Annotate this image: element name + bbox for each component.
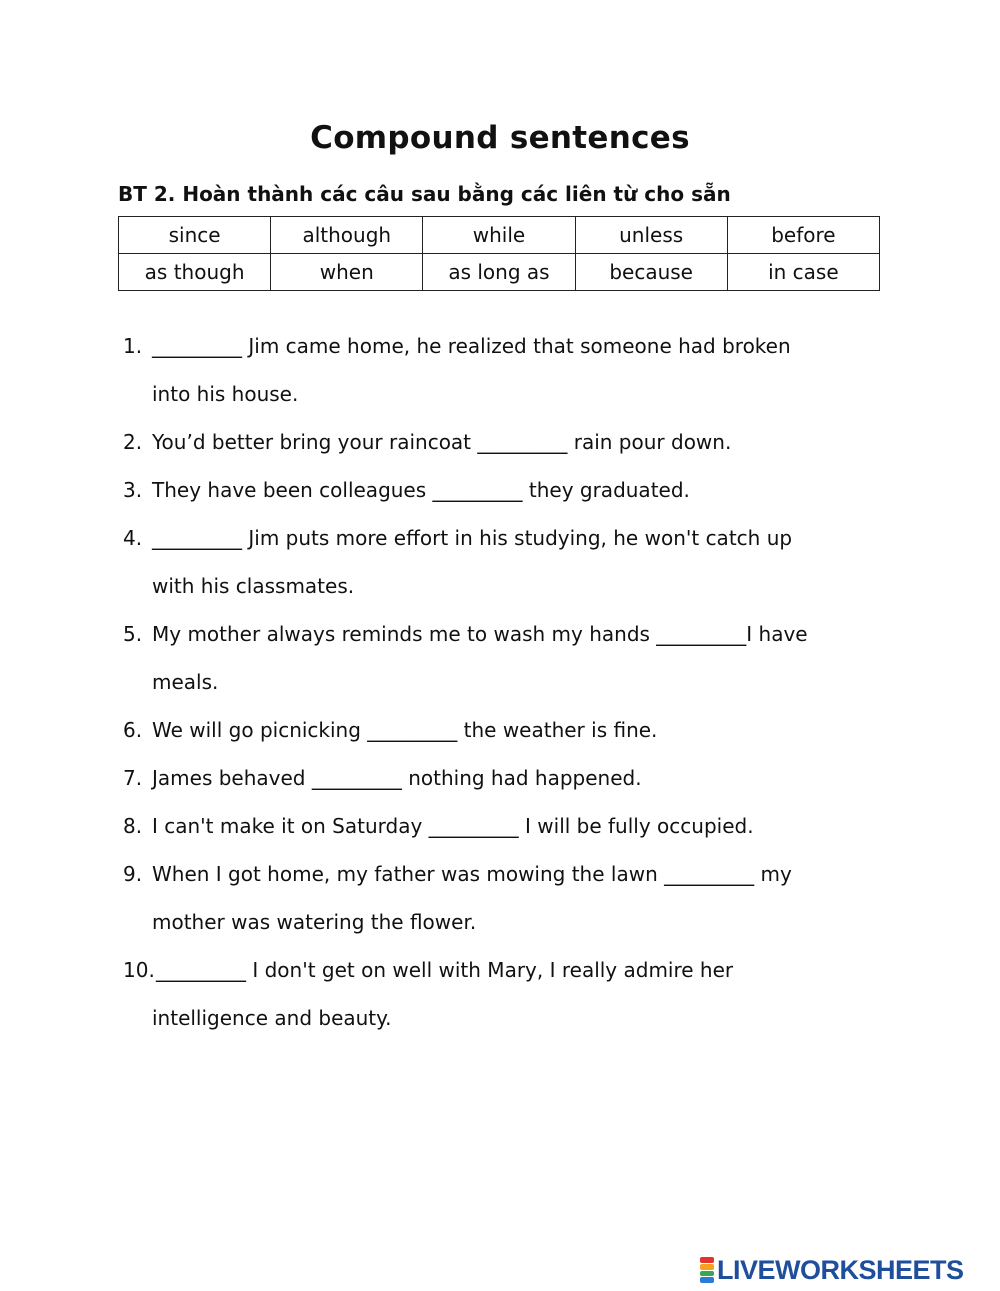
question-item (118, 466, 898, 514)
question-text: into his house. (152, 382, 299, 406)
logo-text: LIVEWORKSHEETS (717, 1254, 964, 1285)
question-number: 1. (123, 334, 143, 358)
liveworksheets-logo[interactable] (700, 1256, 990, 1284)
word-bank-cell: while (423, 217, 575, 254)
word-bank-cell: because (575, 254, 727, 291)
question-list (118, 322, 898, 1042)
word-bank-cell: although (271, 217, 423, 254)
word-bank-table (118, 216, 880, 291)
word-bank-cell: as long as (423, 254, 575, 291)
question-text: James behaved _________ nothing had happened. (152, 766, 642, 790)
question-number: 6. (123, 718, 143, 742)
question-number: 3. (123, 478, 143, 502)
question-text: My mother always reminds me to wash my hands _________I have (152, 622, 808, 646)
word-bank-cell: when (271, 254, 423, 291)
word-bank-cell: unless (575, 217, 727, 254)
page-title: Compound sentences (310, 120, 690, 156)
question-text: They have been colleagues _________ they graduated. (152, 478, 690, 502)
question-item (118, 706, 898, 754)
question-number: 9. (123, 862, 143, 886)
question-number: 7. (123, 766, 143, 790)
word-bank-cell: as though (119, 254, 271, 291)
instruction: BT 2. Hoàn thành các câu sau bằng các liên từ cho sẵn (118, 182, 731, 206)
liveworksheets-logo-icon (700, 1257, 714, 1283)
question-item (118, 514, 898, 610)
word-bank-row (119, 254, 880, 291)
word-bank-cell: in case (727, 254, 879, 291)
question-item (118, 802, 898, 850)
question-text: mother was watering the flower. (152, 910, 477, 934)
question-item (118, 322, 898, 418)
question-text: _________ I don't get on well with Mary, I really admire her (156, 958, 734, 982)
question-number: 5. (123, 622, 143, 646)
word-bank-cell: since (119, 217, 271, 254)
question-item (118, 850, 898, 946)
question-text: I can't make it on Saturday _________ I will be fully occupied. (152, 814, 754, 838)
word-bank-cell: before (727, 217, 879, 254)
question-text: intelligence and beauty. (152, 1006, 392, 1030)
question-item (118, 418, 898, 466)
question-text: with his classmates. (152, 574, 355, 598)
question-number: 10. (123, 958, 155, 982)
question-text: _________ Jim came home, he realized that someone had broken (152, 334, 791, 358)
question-number: 8. (123, 814, 143, 838)
question-text: _________ Jim puts more effort in his studying, he won't catch up (152, 526, 793, 550)
question-text: meals. (152, 670, 219, 694)
question-text: When I got home, my father was mowing the lawn _________ my (152, 862, 792, 886)
question-text: We will go picnicking _________ the weather is fine. (152, 718, 658, 742)
question-item (118, 754, 898, 802)
question-item (118, 946, 898, 1042)
question-text: You’d better bring your raincoat _________ rain pour down. (152, 430, 732, 454)
question-number: 2. (123, 430, 143, 454)
word-bank-row (119, 217, 880, 254)
question-item (118, 610, 898, 706)
question-number: 4. (123, 526, 143, 550)
